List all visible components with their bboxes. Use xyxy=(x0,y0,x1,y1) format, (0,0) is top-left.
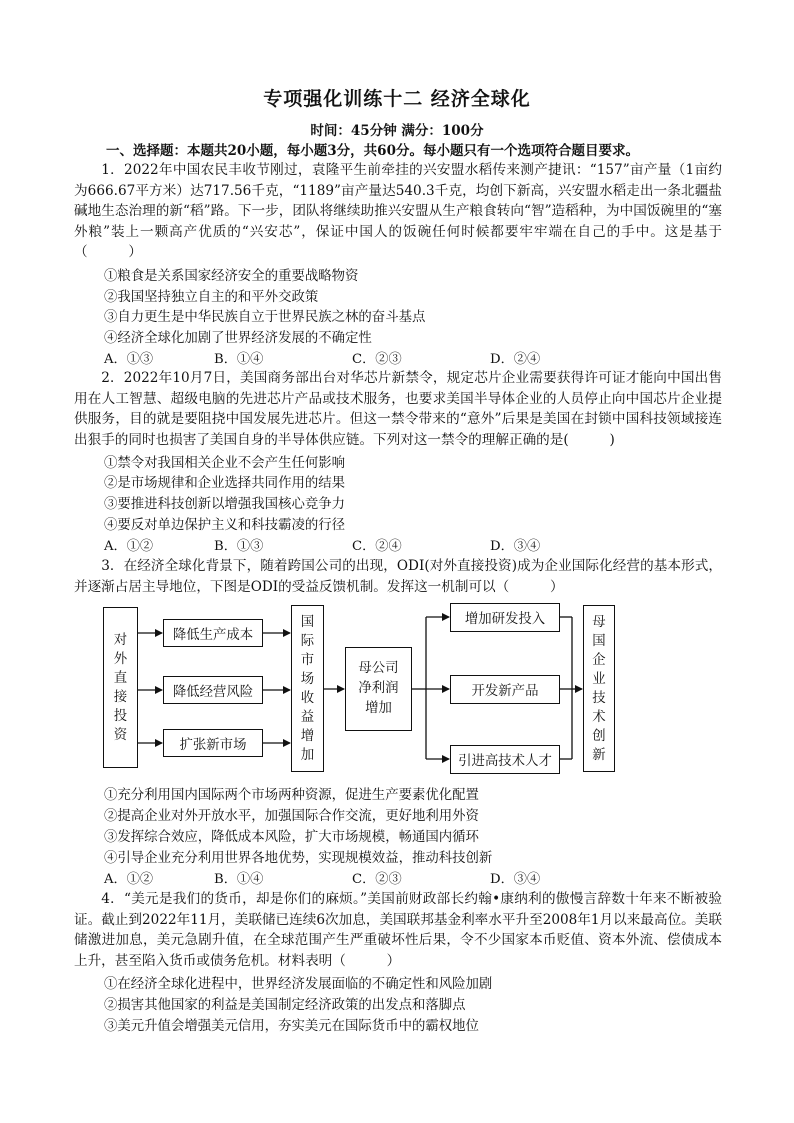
choice-c[interactable]: C．②③ xyxy=(352,352,402,367)
question-3-option-3: ③发挥综合效应，降低成本风险，扩大市场规模，畅通国内循环 xyxy=(104,830,479,845)
question-1-option-4: ④经济全球化加剧了世界经济发展的不确定性 xyxy=(104,331,372,346)
question-1-option-2: ②我国坚持独立自主的和平外交政策 xyxy=(104,290,319,305)
box-source-label: 对外直接投资 xyxy=(113,632,128,743)
question-4-option-1: ①在经济全球化进程中，世界经济发展面临的不确定性和风险加剧 xyxy=(104,977,493,992)
question-4-option-3: ③美元升值会增强美元信用，夯实美元在国际货币中的霸权地位 xyxy=(104,1019,479,1034)
time-score-line: 时间：45分钟 满分：100分 xyxy=(310,123,484,139)
question-2-option-4: ④要反对单边保护主义和科技霸凌的行径 xyxy=(104,518,346,533)
choice-a[interactable]: A．①② xyxy=(104,539,154,554)
choice-c[interactable]: C．②④ xyxy=(352,539,402,554)
box-action-1 xyxy=(450,603,560,632)
choice-c[interactable]: C．②③ xyxy=(352,872,402,887)
box-profit-label: 母公司净利润增加 xyxy=(358,661,399,716)
box-action-3-label: 引进高技术人才 xyxy=(458,754,552,769)
question-2-option-3: ③要推进科技创新以增强我国核心竞争力 xyxy=(104,497,346,512)
question-3-choices xyxy=(104,868,664,886)
box-action-3 xyxy=(450,745,560,774)
box-result xyxy=(583,605,615,772)
choice-b[interactable]: B．①④ xyxy=(214,872,264,887)
box-action-2 xyxy=(450,675,560,704)
choice-a[interactable]: A．①② xyxy=(104,872,154,887)
page-title: 专项强化训练十二 经济全球化 xyxy=(263,88,531,110)
question-2-option-2: ②是市场规律和企业选择共同作用的结果 xyxy=(104,476,346,491)
question-3-option-4: ④引导企业充分利用世界各地优势，实现规模效益，推动科技创新 xyxy=(104,851,493,866)
box-effect-1-label: 降低生产成本 xyxy=(172,627,254,643)
question-3-option-2: ②提高企业对外开放水平，加强国际合作交流，更好地利用外资 xyxy=(104,809,479,824)
question-2-stem: 2．2022年10月7日，美国商务部出台对华芯片新禁令，规定芯片企业需要获得许可证才能向中国出售用在人工智慧、超级电脑的先进芯片产品或技术服务，也要求美国半导体企业的人员停止向中国芯片企业提供服务，目的就是要阻挠中国发展先进芯片。但这一禁令带来的“意外”后果是美国在封锁中国科技领域接连出狠手的同时也损害了美国自身的半导体供应链。下列对这一禁令的理解正确的是( ) xyxy=(74,370,722,448)
box-action-1-label: 增加研发投入 xyxy=(464,612,546,627)
box-action-2-label: 开发新产品 xyxy=(471,684,539,699)
choice-d[interactable]: D．②④ xyxy=(490,352,541,367)
question-1-option-3: ③自力更生是中华民族自立于世界民族之林的奋斗基点 xyxy=(104,310,426,325)
box-effect-2-label: 降低经营风险 xyxy=(172,684,254,700)
choice-d[interactable]: D．③④ xyxy=(490,872,541,887)
choice-a[interactable]: A．①③ xyxy=(104,352,154,367)
box-effect-2 xyxy=(163,676,263,704)
box-effect-3 xyxy=(163,729,263,757)
box-market-label: 国际市场收益增加 xyxy=(300,614,315,763)
choice-d[interactable]: D．③④ xyxy=(490,539,541,554)
choice-b[interactable]: B．①④ xyxy=(214,352,264,367)
question-1-option-1: ①粮食是关系国家经济安全的重要战略物资 xyxy=(104,269,359,284)
choice-b[interactable]: B．①③ xyxy=(214,539,264,554)
question-1-stem: 1．2022年中国农民丰收节刚过，袁隆平生前牵挂的兴安盟水稻传来测产捷讯：“157”亩产量（1亩约为666.67平方米）达717.56千克，“1189”亩产量达540.3千克，均创下新高，兴安盟水稻走出一条北疆盐碱地生态治理的新“稻”路。下一步，团队将继续助推兴安盟从生产粮食转向“智”造稻种，为中国饭碗里的“塞外粮”装上一颗高产优质的“兴安芯”，保证中国人的饭碗任何时候都要牢牢端在自己的手中。这是基于（ ） xyxy=(74,162,722,261)
box-profit xyxy=(345,647,412,731)
box-market xyxy=(291,605,324,772)
section-header: 一、选择题：本题共20小题，每小题3分，共60分。每小题只有一个选项符合题目要求。 xyxy=(106,143,639,159)
box-result-label: 母国企业技术创新 xyxy=(592,614,606,763)
question-2-option-1: ①禁令对我国相关企业不会产生任何影响 xyxy=(104,456,346,471)
question-3-option-1: ①充分利用国内国际两个市场两种资源，促进生产要素优化配置 xyxy=(104,788,479,803)
question-4-option-2: ②损害其他国家的利益是美国制定经济政策的出发点和落脚点 xyxy=(104,998,466,1013)
box-source xyxy=(103,607,138,768)
question-4-stem: 4．“美元是我们的货币，却是你们的麻烦。”美国前财政部长约翰•康纳利的傲慢言辞数十年来不断被验证。截止到2022年11月，美联储已连续6次加息，美国联邦基金利率水平升至2008年1月以来最高位。美联储激进加息，美元急剧升值，在全球范围产生严重破坏性后果，令不少国家本币贬值、资本外流、偿债成本上升，甚至陷入货币或债务危机。材料表明（ ） xyxy=(74,891,722,969)
question-3-stem: 3．在经济全球化背景下，随着跨国公司的出现，ODI(对外直接投资)成为企业国际化经营的基本形式，并逐渐占居主导地位，下图是ODI的受益反馈机制。发挥这一机制可以（ ） xyxy=(74,558,722,595)
box-effect-1 xyxy=(163,619,263,647)
box-effect-3-label: 扩张新市场 xyxy=(179,737,247,753)
